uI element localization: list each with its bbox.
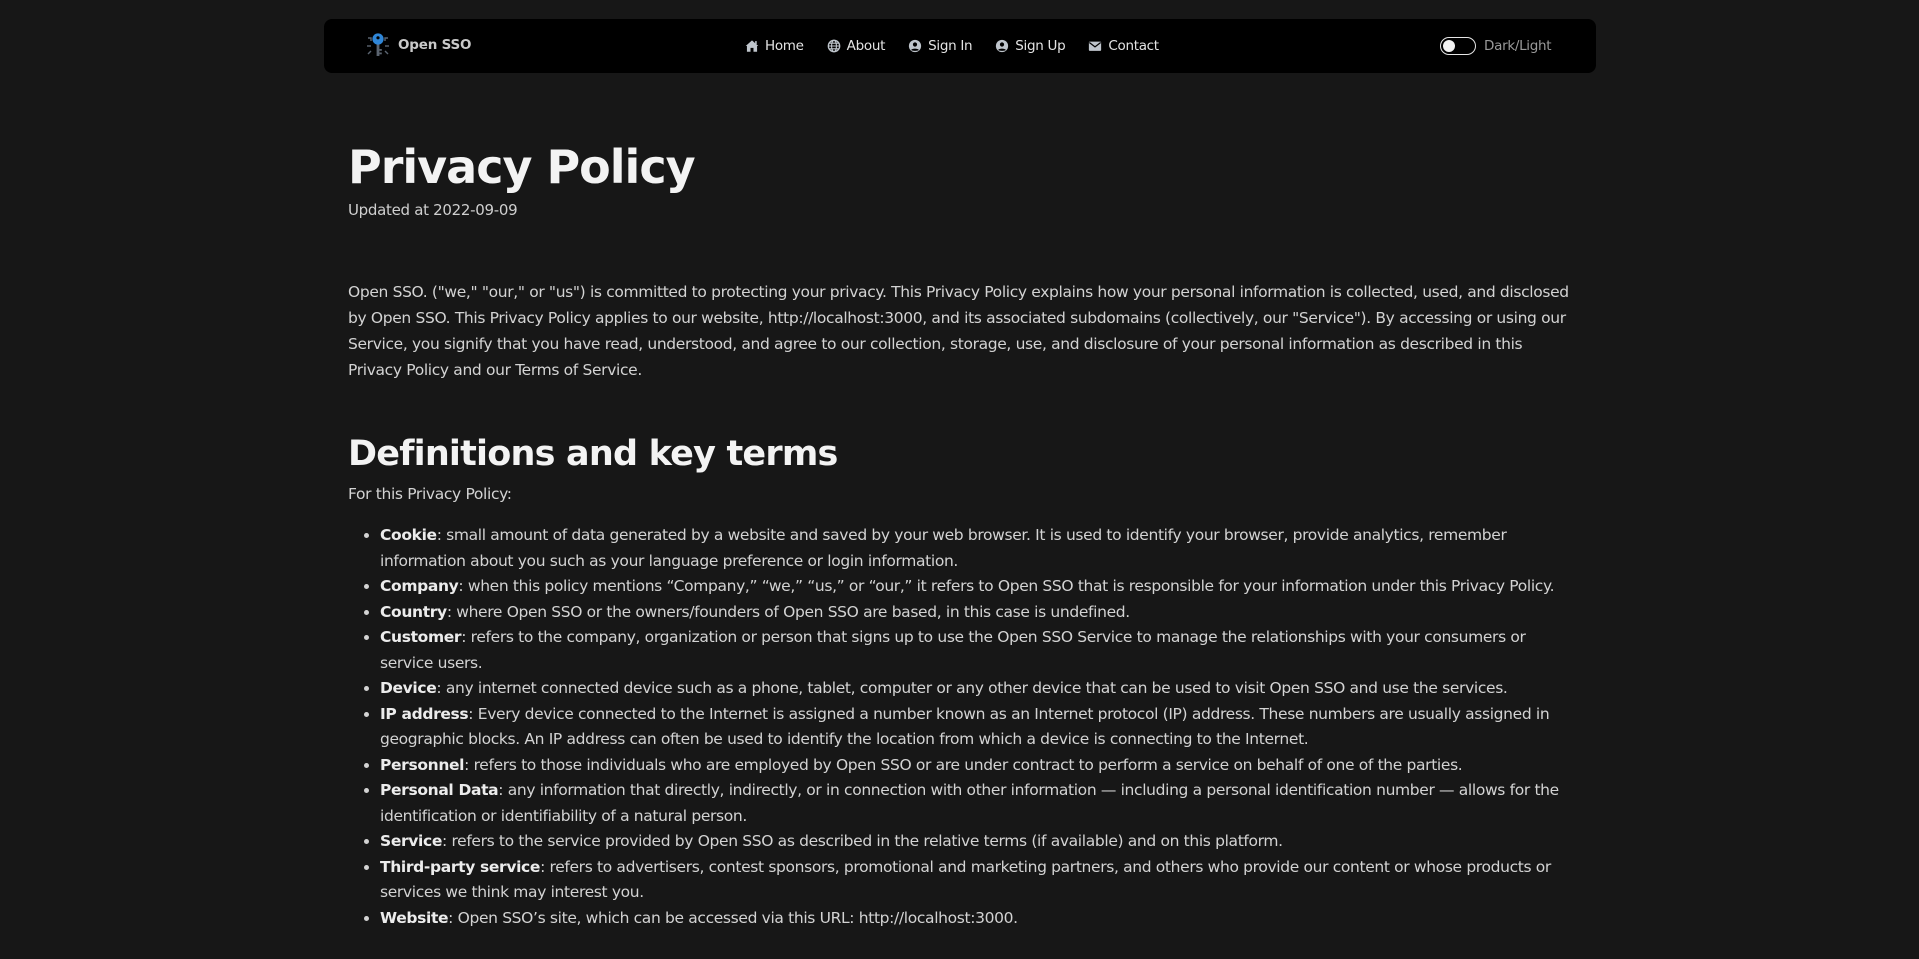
term-name: Personal Data — [380, 781, 499, 800]
envelope-icon — [1088, 39, 1102, 53]
term-definition: : any internet connected device such as a phone, tablet, computer or any other device that can be used to visit Open SSO and use the services. — [436, 679, 1508, 698]
list-item — [380, 906, 1578, 932]
theme-toggle-label: Dark/Light — [1484, 38, 1552, 54]
term-definition: : when this policy mentions “Company,” “we,” “us,” or “our,” it refers to Open SSO that is responsible for your information under this Privacy Policy. — [458, 577, 1555, 596]
list-item — [380, 753, 1578, 779]
term-definition: : any information that directly, indirectly, or in connection with other information — including a personal identification number — allows for the identification or identifiability of a natural person. — [380, 781, 1559, 825]
key-network-icon — [364, 31, 392, 59]
nav-link-label: About — [846, 38, 886, 54]
definitions-heading: Definitions and key terms — [348, 434, 838, 475]
nav-link-label: Sign Up — [1015, 38, 1066, 54]
nav-link-sign-in[interactable] — [908, 38, 972, 54]
user-circle-icon — [908, 39, 922, 53]
user-circle-icon — [995, 39, 1009, 53]
brand-name: Open SSO — [398, 37, 472, 53]
term-name: IP address — [380, 704, 469, 723]
definitions-list — [348, 523, 1578, 931]
nav-link-label: Home — [765, 38, 804, 54]
globe-icon — [827, 39, 841, 53]
term-name: Country — [380, 602, 447, 621]
home-icon — [745, 39, 759, 53]
term-definition: : small amount of data generated by a website and saved by your web browser. It is used to identify your browser, provide analytics, remember information about you such as your language preference or login information. — [380, 526, 1507, 570]
nav-link-label: Sign In — [928, 38, 973, 54]
term-name: Website — [380, 908, 449, 927]
term-definition: : refers to the service provided by Open SSO as described in the relative terms (if available) and on this platform. — [442, 832, 1283, 851]
term-definition: : Open SSO’s site, which can be accessed via this URL: http://localhost:3000. — [448, 908, 1018, 927]
list-item — [380, 574, 1578, 600]
term-definition: : refers to the company, organization or person that signs up to use the Open SSO Service to manage the relationships with your consumers or service users. — [380, 628, 1526, 672]
definitions-lead: For this Privacy Policy: — [348, 485, 512, 504]
term-name: Device — [380, 679, 437, 698]
top-navbar — [324, 19, 1596, 73]
term-definition: : refers to advertisers, contest sponsors, promotional and marketing partners, and others who provide our content or whose products or services we think may interest you. — [380, 857, 1551, 902]
intro-paragraph: Open SSO. ("we," "our," or "us") is committed to protecting your privacy. This Privacy Policy explains how your personal information is collected, used, and disclosed by Open SSO. This Privacy Policy applies to our website, http://localhost:3000, and its associated subdomains (collectively, our "Service"). By accessing or using our Service, you signify that you have read, understood, and agree to our collection, storage, use, and disclosure of your personal information as described in this Privacy Policy and our Terms of Service. — [348, 283, 1569, 380]
term-name: Customer — [380, 628, 462, 647]
list-item — [380, 625, 1578, 676]
list-item — [380, 600, 1578, 626]
term-name: Personnel — [380, 755, 465, 774]
nav-link-label: Contact — [1108, 38, 1159, 54]
term-definition: : Every device connected to the Internet is assigned a number known as an Internet protocol (IP) address. These numbers are usually assigned in geographic blocks. An IP address can often be used to identify the location from which a device is connecting to the Internet. — [380, 704, 1550, 749]
list-item — [380, 676, 1578, 702]
list-item — [380, 523, 1578, 574]
theme-toggle[interactable] — [1440, 19, 1551, 73]
privacy-policy-content — [348, 140, 1568, 931]
term-name: Third-party service — [380, 857, 541, 876]
switch-knob — [1443, 40, 1455, 52]
term-name: Company — [380, 577, 459, 596]
brand-link[interactable] — [364, 31, 471, 59]
term-name: Cookie — [380, 526, 437, 545]
nav-link-home[interactable] — [745, 38, 804, 54]
list-item — [380, 829, 1578, 855]
nav-link-sign-up[interactable] — [995, 38, 1065, 54]
page-title: Privacy Policy — [348, 140, 695, 194]
nav-link-about[interactable] — [827, 38, 885, 54]
list-item — [380, 778, 1578, 829]
updated-date: Updated at 2022-09-09 — [348, 201, 518, 220]
list-item — [380, 702, 1578, 753]
term-definition: : refers to those individuals who are employed by Open SSO or are under contract to perform a service on behalf of one of the parties. — [464, 755, 1463, 774]
theme-switch[interactable] — [1440, 37, 1476, 55]
term-name: Service — [380, 832, 442, 851]
nav-link-contact[interactable] — [1088, 38, 1158, 54]
list-item — [380, 855, 1578, 906]
term-definition: : where Open SSO or the owners/founders of Open SSO are based, in this case is undefined. — [446, 602, 1130, 621]
nav-links — [745, 19, 1182, 73]
